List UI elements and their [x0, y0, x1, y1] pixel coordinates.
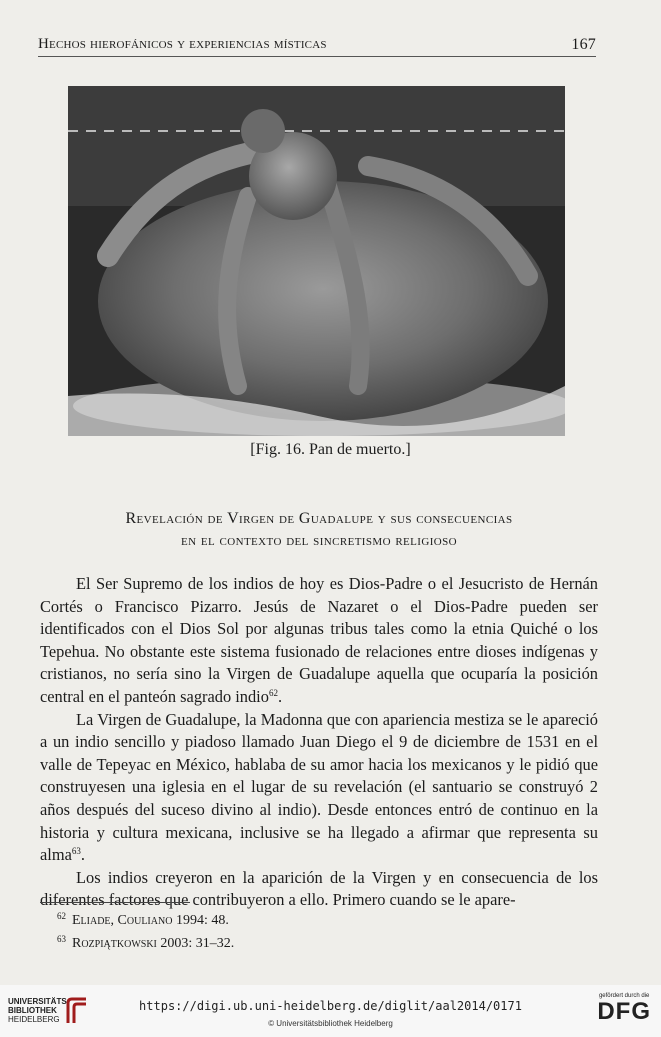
figure-photo-pan-de-muerto: [68, 86, 565, 436]
page-number: 167: [571, 36, 596, 53]
footnote-citation: 2003: 31–32.: [156, 936, 235, 951]
running-head-title: Hechos hierofánicos y experiencias místicas: [38, 36, 327, 52]
footnote: [57, 907, 234, 930]
paragraph-end: .: [277, 686, 283, 706]
section-heading: [40, 508, 598, 552]
copyright-notice: © Universitätsbibliothek Heidelberg: [268, 1019, 393, 1028]
library-name-line3: HEIDELBERG: [8, 1015, 60, 1024]
funder-name: DFG: [597, 998, 651, 1025]
funder-note: gefördert durch die: [598, 993, 650, 999]
paragraph-text: El Ser Supremo de los indios de hoy es Dios-Padre o el Jesucristo de Hernán Cortés o Francisco Pizarro. Jesús de Nazaret o el Dios-Padre pueden ser identificados con el Dios Sol por algunas tribus tales como la etnia Quiché o los Tepehua. No obstante este sistema fusionado de relaciones entre dioses indígenas y cristianos, no sería sino la Virgen de Guadalupe aquella que ocuparía la posición central en el panteón sagrado indio: [40, 574, 598, 706]
bread-illustration: [68, 86, 565, 436]
footnote-citation: 1994: 48.: [172, 913, 229, 928]
footnote-reference[interactable]: 63: [71, 846, 81, 857]
library-name-line1: UNIVERSITÄTS-: [8, 997, 70, 1006]
paragraph-end: .: [80, 845, 85, 865]
library-name-line2: BIBLIOTHEK: [8, 1006, 57, 1015]
paragraph: [40, 867, 598, 912]
footnote-reference[interactable]: 62: [268, 687, 278, 698]
digitization-footer: [0, 985, 661, 1037]
body-text: [40, 573, 598, 912]
footnote-number: 63: [57, 934, 66, 944]
section-heading-line2: en el contexto del sincretismo religioso: [181, 532, 457, 549]
paragraph: [40, 573, 598, 709]
figure-caption: [Fig. 16. Pan de muerto.]: [250, 441, 411, 458]
footnote-author: Rozpiątkowski: [72, 936, 157, 951]
section-heading-line1: Revelación de Virgen de Guadalupe y sus consecuencias: [125, 510, 513, 527]
footnote-number: 62: [57, 911, 66, 921]
footnote: [57, 930, 234, 953]
paragraph-text: Los indios creyeron en la aparición de la Virgen y en consecuencia de los diferentes factores que contribuyeron a ello. Primero cuando se le apare-: [40, 867, 598, 910]
source-url-link[interactable]: https://digi.ub.uni-heidelberg.de/diglit/aal2014/0171: [139, 999, 522, 1013]
running-head: [38, 36, 596, 57]
dfg-logo: [597, 993, 651, 1025]
footnote-divider: [40, 902, 190, 903]
paragraph-text: La Virgen de Guadalupe, la Madonna que con apariencia mestiza se le apareció a un indio sencillo y piadoso llamado Juan Diego el 9 de diciembre de 1531 en el valle de Tepeyac en México, hablaba de su amor hacia los mexicanos y le pidió que construyesen una iglesia en el lugar de su revelación (el santuario se construyó 2 años después del suceso divino al indio). Desde entonces entró de continuo en la historia y cultura mexicana, inclusive se ha llegado a afirmar que representa su alma: [40, 709, 598, 865]
footnote-author: Eliade, Couliano: [72, 913, 173, 928]
paragraph: [40, 709, 598, 867]
footnotes: [57, 907, 234, 953]
